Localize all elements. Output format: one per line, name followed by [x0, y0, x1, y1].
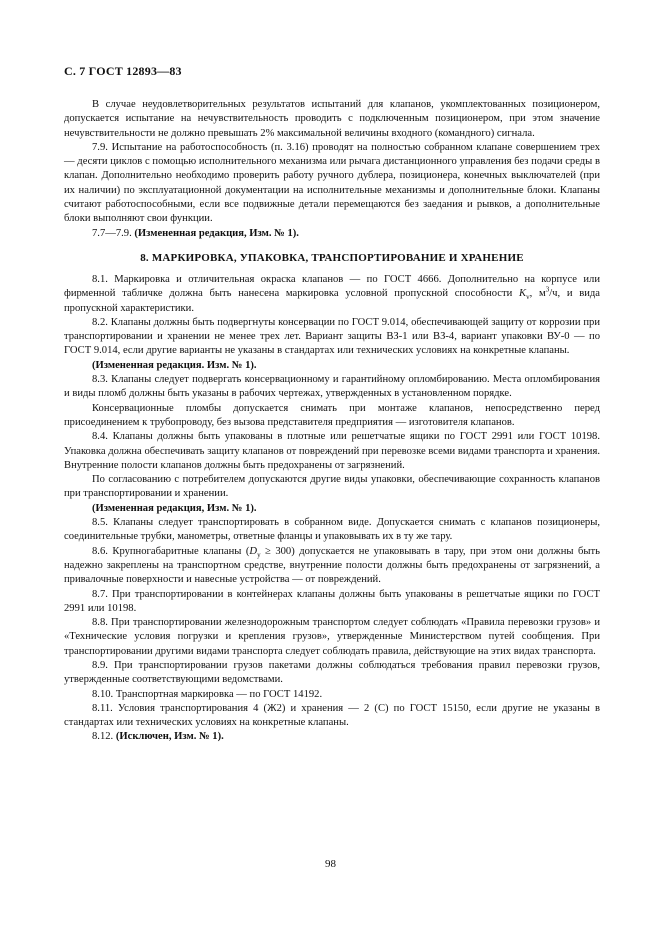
- paragraph-7-9: 7.9. Испытание на работоспособность (п. 3.16) проводят на полностью собранном клапане совершением трех — десяти циклов с помощью исполнительного механизма или рычага дистанционного управления без подачи среды в клапан. Дополнительно необходимо проверить работу ручного дублера, позиционера, конечных выключателей (при их наличии) по эксплуатационной документации на исполнительные механизмы и дополнительные блоки. Клапаны считают работоспособными, если все подвижные детали перемещаются без заедания и рывков, а дополнительные блоки выполняют свои функции.: [64, 141, 600, 225]
- paragraph-8-3: 8.3. Клапаны следует подвергать консервационному и гарантийному опломбированию. Места опломбирования и виды пломб должны быть указаны в рабочих чертежах, утвержденных в установленном порядке.: [64, 374, 600, 400]
- page-number: 98: [325, 858, 336, 870]
- text-part: , м: [529, 288, 546, 300]
- text-part: 8.1. Маркировка и отличительная окраска клапанов — по ГОСТ 4666. Дополнительно на корпусе или фирменной табличке должна быть нанесена маркировка условной пропускной способности: [64, 273, 600, 300]
- paragraph-8-9: 8.9. При транспортировании грузов пакетами должны соблюдаться требования правил перевозки грузов, утвержденные соответствующими ведомствами.: [64, 659, 600, 686]
- paragraph-8-4-agreement: По согласованию с потребителем допускаются другие виды упаковки, обеспечивающие сохранность клапанов при транспортировании и хранении.: [64, 474, 600, 500]
- paragraph-8-11: 8.11. Условия транспортирования 4 (Ж2) и хранения — 2 (С) по ГОСТ 15150, если другие не указаны в стандартах или технических условиях на конкретные клапаны.: [64, 702, 600, 729]
- paragraph-8-12: [64, 730, 600, 744]
- document-body: [64, 98, 600, 745]
- amendment-note: (Измененная редакция, Изм. № 1).: [92, 502, 257, 514]
- paragraph-8-8: 8.8. При транспортировании железнодорожным транспортом следует соблюдать «Правила перевозки грузов» и «Технические условия погрузки и крепления грузов», утвержденные Министерством путей сообщения. При транспортировании другими видами транспорта следует соблюдать правила, действующие на этих видах транспорта.: [64, 617, 600, 657]
- paragraph-7-7-7-9: [64, 227, 600, 241]
- subscript: v: [526, 293, 530, 302]
- page-header: С. 7 ГОСТ 12893—83: [64, 64, 182, 78]
- amendment-note: (Измененная редакция, Изм. № 1).: [134, 227, 299, 239]
- clause-ref: 7.7—7.9.: [92, 227, 135, 239]
- amendment-note: (Исключен, Изм. № 1).: [115, 731, 224, 743]
- paragraph-8-1: [64, 273, 600, 316]
- symbol-k: K: [519, 288, 527, 300]
- text-part: ≥ 300) допускается не упаковывать в тару, при этом они должны быть надежно закреплены на транспортном средстве, внутренние полости должны быть предохранены от загрязнений, а привалочные поверхности и навесные устройства — от повреждений.: [64, 545, 600, 586]
- paragraph-8-3-seals: Консервационные пломбы допускается снимать при монтаже клапанов, непосредственно перед присоединением к трубопроводу, без вызова представителя предприятия — изготовителя клапанов.: [64, 402, 600, 428]
- paragraph-8-5: 8.5. Клапаны следует транспортировать в собранном виде. Допускается снимать с клапанов позиционеры, соединительные трубки, манометры, ответные фланцы и упаковывать их в ту же тару.: [64, 517, 600, 543]
- amendment-note: (Измененная редакция. Изм. № 1).: [92, 359, 257, 371]
- section-title: 8. МАРКИРОВКА, УПАКОВКА, ТРАНСПОРТИРОВАНИЕ И ХРАНЕНИЕ: [140, 251, 524, 264]
- paragraph-8-4: 8.4. Клапаны должны быть упакованы в плотные или решетчатые ящики по ГОСТ 2991 или ГОСТ 10198. Упаковка должна обеспечивать защиту клапанов от повреждений при перевозке всеми видами транспорта и хранения. Внутренние полости клапанов должны быть предохранены от загрязнений.: [64, 431, 600, 471]
- text-part: /ч, и вида пропускной характеристики.: [64, 288, 600, 314]
- paragraph-8-6: [64, 545, 600, 588]
- symbol-d: D: [249, 545, 258, 557]
- paragraph-insensitivity: В случае неудовлетворительных результатов испытаний для клапанов, укомплектованных позиционером, допускается испытание на нечувствительность проводить с подключенным позиционером, при этом значение нечувствительности не должно превышать 2% максимальной величины входного (командного) сигнала.: [64, 99, 600, 139]
- paragraph-8-7: 8.7. При транспортировании в контейнерах клапаны должны быть упакованы в решетчатые ящики по ГОСТ 2991 или 10198.: [64, 588, 600, 614]
- paragraph-8-2: 8.2. Клапаны должны быть подвергнуты консервации по ГОСТ 9.014, обеспечивающей защиту от коррозии при транспортировании и хранении не менее трех лет. Вариант защиты ВЗ-1 или ВЗ-4, вариант упаковки ВУ-0 — по ГОСТ 9.014, если другие варианты не указаны в стандартах или технических условиях на конкретные клапаны.: [64, 316, 600, 357]
- clause-ref: 8.12.: [92, 731, 116, 743]
- text-part: 8.6. Крупногабаритные клапаны (: [92, 545, 250, 557]
- superscript: 3: [545, 285, 550, 294]
- paragraph-8-10: 8.10. Транспортная маркировка — по ГОСТ 14192.: [92, 688, 323, 700]
- subscript: y: [257, 550, 261, 559]
